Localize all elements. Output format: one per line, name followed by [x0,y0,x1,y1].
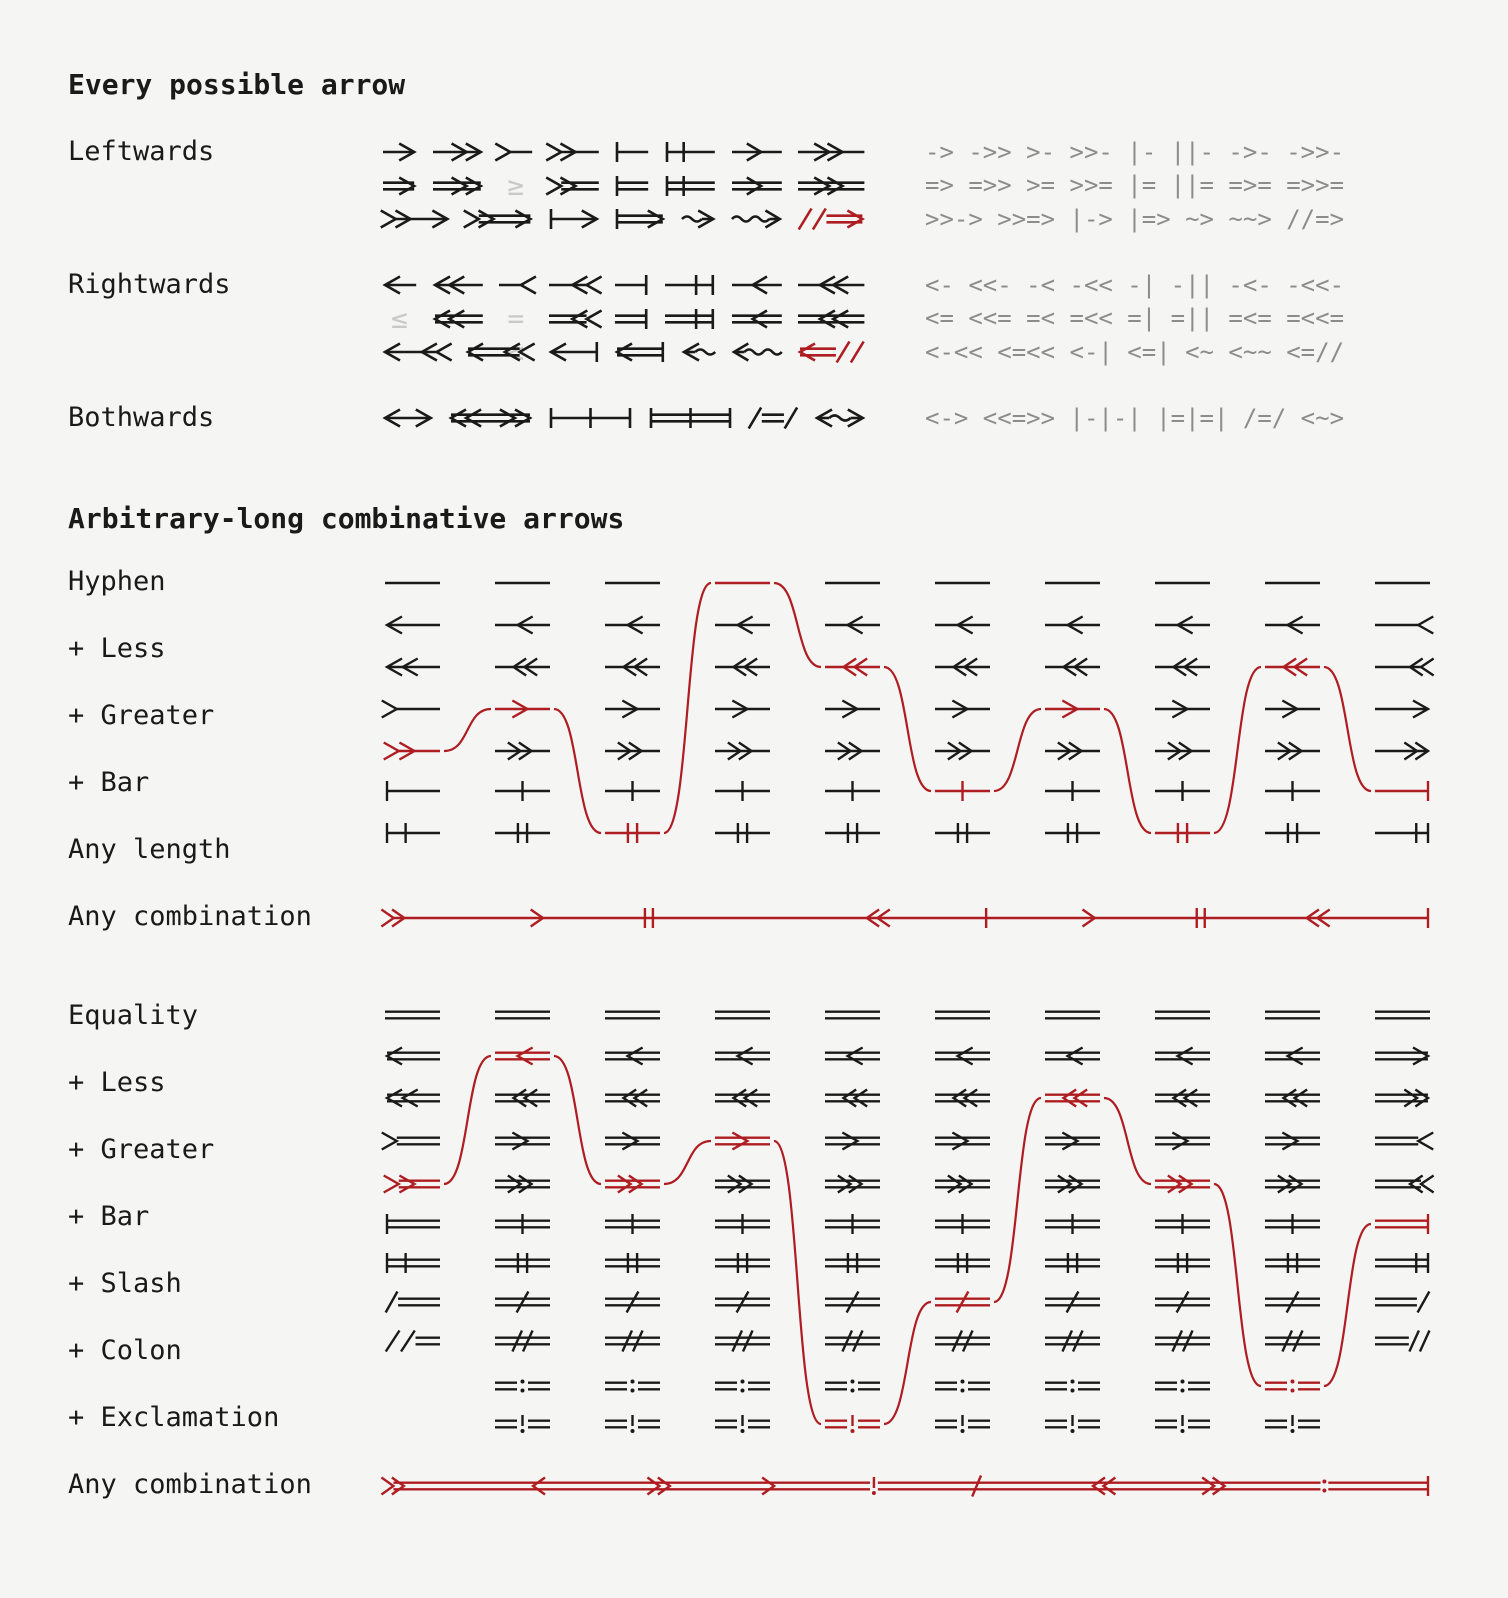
arrow-glyph [605,998,660,1032]
arrow-glyph [825,1246,880,1280]
arrow-glyph [1375,608,1430,642]
arrow-glyph-highlighted [715,566,770,600]
arrow-ligature [732,334,782,370]
arrow-glyph [1265,1167,1320,1201]
arrow-glyph [825,1081,880,1115]
arrow-glyph [385,1207,440,1241]
row-label-greater-a: + Greater [68,700,215,731]
arrow-glyph [1375,692,1430,726]
arrow-glyph [495,1285,550,1319]
arrow-glyph [1155,1081,1210,1115]
arrow-ligature [665,301,715,337]
arrow-glyph [1045,1324,1100,1358]
arrow-glyph [1265,734,1320,768]
arrow-ligature [682,201,715,237]
arrow-glyph-highlighted [385,734,440,768]
arrow-glyph [715,1407,770,1441]
arrow-glyph [1265,1124,1320,1158]
arrow-ligature [798,134,864,170]
row-label-bar-a: + Bar [68,767,150,798]
arrow-glyph [1375,1167,1430,1201]
arrow-ligature [732,301,782,337]
arrow-ligature [798,267,864,303]
arrow-glyph-highlighted [605,816,660,850]
row-label-less-a: + Less [68,633,166,664]
arrow-ligature [383,201,449,237]
arrow-ligature [665,134,715,170]
arrow-ligature [615,201,665,237]
group-label-bothwards: Bothwards [68,402,215,433]
arrow-glyph [385,692,440,726]
arrow-glyph [1045,1407,1100,1441]
any-combination-arrow [385,898,1430,938]
arrow-glyph [605,734,660,768]
arrow-glyph-highlighted [1375,1207,1430,1241]
arrow-glyph-highlighted [495,1039,550,1073]
arrow-glyph [825,998,880,1032]
arrow-glyph [1375,1246,1430,1280]
arrow-glyph [495,1207,550,1241]
arrow-glyph [935,1407,990,1441]
arrow-glyph [825,1124,880,1158]
arrow-glyph [1375,1124,1430,1158]
arrow-ligature [549,400,632,436]
arrow-glyph [935,1167,990,1201]
arrow-ligature [682,334,715,370]
arrow-ligature [665,267,715,303]
arrow-glyph [825,816,880,850]
group-label-rightwards: Rightwards [68,269,231,300]
arrow-ligature [383,134,416,170]
arrow-ligature [466,334,532,370]
arrow-glyph [495,1246,550,1280]
ascii-source-line: => =>> >= >>= |= ||= =>= =>>= [925,171,1345,199]
arrow-ligature [615,267,648,303]
arrow-glyph [385,1081,440,1115]
non-arrow-glyph-muted: ≤ [391,301,409,335]
arrow-glyph [385,1039,440,1073]
arrow-glyph [385,566,440,600]
arrow-glyph [495,566,550,600]
arrow-glyph [1375,650,1430,684]
arrow-glyph [825,1207,880,1241]
arrow-glyph [1045,774,1100,808]
arrow-glyph [495,1124,550,1158]
arrow-glyph [1045,1246,1100,1280]
arrow-ligature [732,168,782,204]
arrow-glyph [385,650,440,684]
arrow-glyph [825,566,880,600]
arrow-glyph [1265,774,1320,808]
arrow-glyph [1375,566,1430,600]
arrow-glyph [385,1324,440,1358]
arrow-glyph [1265,998,1320,1032]
arrow-glyph [495,1407,550,1441]
arrow-glyph [1265,1081,1320,1115]
arrow-glyph [1045,650,1100,684]
arrow-glyph-highlighted [825,650,880,684]
arrow-ligature [383,400,433,436]
arrow-glyph [1155,1246,1210,1280]
arrow-ligature [549,301,599,337]
arrow-glyph [715,1167,770,1201]
arrow-glyph [605,650,660,684]
row-label-colon: + Colon [68,1335,182,1366]
arrow-glyph [715,1081,770,1115]
arrow-glyph-highlighted [1375,774,1430,808]
arrow-glyph [935,1207,990,1241]
arrow-glyph [935,1081,990,1115]
arrow-glyph [605,566,660,600]
arrow-glyph [1155,734,1210,768]
ascii-source-line: >>-> >>=> |-> |=> ~> ~~> //=> [925,205,1345,233]
arrow-glyph [1155,692,1210,726]
arrow-ligature [649,400,732,436]
row-label-any-combination-b: Any combination [68,1469,312,1500]
row-label-any-length: Any length [68,834,231,865]
arrow-ligature [732,201,782,237]
row-label-exclamation: + Exclamation [68,1402,280,1433]
arrow-ligature [383,334,449,370]
arrow-glyph [495,1167,550,1201]
arrow-glyph [605,774,660,808]
arrow-glyph [1045,1207,1100,1241]
arrow-glyph [825,734,880,768]
arrow-ligature [433,267,483,303]
arrow-ligature [433,168,483,204]
arrow-glyph-highlighted [605,1167,660,1201]
arrow-glyph [605,692,660,726]
arrow-glyph [1045,1285,1100,1319]
arrow-glyph [1265,1039,1320,1073]
arrow-glyph [385,774,440,808]
arrow-ligature [383,267,416,303]
arrow-glyph [495,774,550,808]
arrow-glyph [605,608,660,642]
arrow-glyph [715,1369,770,1403]
arrow-glyph [1265,608,1320,642]
arrow-glyph [1155,1369,1210,1403]
arrow-ligature [615,334,665,370]
arrow-glyph [1155,1285,1210,1319]
arrow-glyph [935,566,990,600]
arrow-glyph-highlighted [935,774,990,808]
arrow-glyph [825,1324,880,1358]
arrow-ligature [798,301,864,337]
arrow-glyph-highlighted [495,692,550,726]
arrow-glyph [935,1324,990,1358]
arrow-glyph [825,1285,880,1319]
arrow-ligature [466,201,532,237]
arrow-glyph [385,608,440,642]
arrow-ligature [615,301,648,337]
arrow-glyph [1045,1167,1100,1201]
row-label-less-b: + Less [68,1067,166,1098]
arrow-glyph [385,816,440,850]
arrow-glyph [1045,734,1100,768]
arrow-glyph [1375,734,1430,768]
arrow-ligature [732,267,782,303]
arrow-glyph [715,998,770,1032]
arrow-glyph [605,1039,660,1073]
ascii-source-line: <-<< <=<< <-| <=| <~ <~~ <=// [925,338,1345,366]
arrow-ligature [549,334,599,370]
arrow-glyph-highlighted [1045,692,1100,726]
arrow-glyph-highlighted [385,1167,440,1201]
arrow-glyph [1265,566,1320,600]
arrow-glyph [1375,1039,1430,1073]
arrow-glyph [715,734,770,768]
arrow-glyph [935,650,990,684]
section1-title: Every possible arrow [68,68,406,101]
arrow-glyph [495,1081,550,1115]
arrow-ligature [549,168,599,204]
arrow-ligature [433,134,483,170]
arrow-glyph [1265,692,1320,726]
arrow-ligature [665,168,715,204]
arrow-glyph [935,1246,990,1280]
arrow-ligature-highlighted [798,201,864,237]
arrow-ligature-highlighted [798,334,864,370]
arrow-glyph [935,734,990,768]
arrow-glyph [715,1207,770,1241]
row-label-bar-b: + Bar [68,1201,150,1232]
arrow-glyph [935,1039,990,1073]
arrow-glyph [1375,998,1430,1032]
arrow-glyph [715,816,770,850]
arrow-glyph [1265,1285,1320,1319]
arrow-ligature [615,168,648,204]
non-arrow-glyph-muted: =< [507,301,525,369]
arrow-glyph [385,1285,440,1319]
section2-title: Arbitrary-long combinative arrows [68,502,625,535]
arrow-glyph [825,1167,880,1201]
arrow-glyph [1265,1407,1320,1441]
arrow-glyph [825,608,880,642]
row-label-slash: + Slash [68,1268,182,1299]
arrow-glyph [1155,1207,1210,1241]
arrow-glyph [715,774,770,808]
arrow-glyph [1265,1246,1320,1280]
arrow-glyph [605,1285,660,1319]
arrow-glyph [605,1369,660,1403]
arrow-glyph [825,774,880,808]
arrow-glyph [605,1207,660,1241]
arrow-glyph [495,650,550,684]
arrow-glyph [1155,1124,1210,1158]
arrow-glyph [1375,1081,1430,1115]
arrow-glyph [495,734,550,768]
arrow-glyph-highlighted [1265,1369,1320,1403]
ascii-source-line: <-> <<=>> |-|-| |=|=| /=/ <~> [925,404,1345,432]
arrow-glyph [825,692,880,726]
ascii-source-line: <= <<= =< =<< =| =|| =<= =<<= [925,304,1345,332]
arrow-ligature [499,267,532,303]
arrow-glyph [715,650,770,684]
arrow-ligature [433,301,483,337]
arrow-glyph-highlighted [1265,650,1320,684]
arrow-glyph [495,1324,550,1358]
arrow-glyph [1265,1207,1320,1241]
arrow-glyph [1155,774,1210,808]
arrow-glyph [1375,1285,1430,1319]
arrow-glyph [1155,608,1210,642]
arrow-glyph [935,1124,990,1158]
arrow-glyph [1155,1324,1210,1358]
arrow-glyph [495,1369,550,1403]
arrow-ligature [499,134,532,170]
row-label-greater-b: + Greater [68,1134,215,1165]
arrow-ligature [549,201,599,237]
arrow-glyph-highlighted [1045,1081,1100,1115]
arrow-ligature [549,134,599,170]
arrow-glyph [495,816,550,850]
arrow-glyph [825,1039,880,1073]
arrow-ligature [449,400,532,436]
arrow-glyph [1375,1324,1430,1358]
arrow-glyph-highlighted [825,1407,880,1441]
arrow-glyph [1045,816,1100,850]
non-arrow-glyph-muted: ≥ [507,168,525,202]
arrow-glyph [1045,566,1100,600]
arrow-glyph [1265,1324,1320,1358]
arrow-glyph [715,1039,770,1073]
arrow-glyph [1375,816,1430,850]
arrow-glyph [1155,1407,1210,1441]
arrow-glyph [935,816,990,850]
arrow-ligature [383,168,416,204]
arrow-glyph [825,1369,880,1403]
arrow-glyph [715,692,770,726]
arrow-glyph [1265,816,1320,850]
row-label-equality: Equality [68,1000,199,1031]
row-label-hyphen: Hyphen [68,566,166,597]
arrow-glyph [935,1369,990,1403]
arrow-glyph [1045,998,1100,1032]
arrow-glyph [1045,1369,1100,1403]
arrow-glyph-highlighted [1155,1167,1210,1201]
arrow-ligature [798,168,864,204]
arrow-glyph-highlighted [1155,816,1210,850]
arrow-glyph [935,692,990,726]
arrow-glyph [1155,998,1210,1032]
arrow-ligature [615,134,648,170]
row-label-any-combination-a: Any combination [68,901,312,932]
arrow-glyph [605,1246,660,1280]
arrow-glyph [385,998,440,1032]
ascii-source-line: <- <<- -< -<< -| -|| -<- -<<- [925,271,1345,299]
arrow-glyph [605,1407,660,1441]
group-label-leftwards: Leftwards [68,136,215,167]
arrow-glyph [715,608,770,642]
arrow-glyph [1045,1124,1100,1158]
arrow-glyph [715,1246,770,1280]
arrow-glyph [495,998,550,1032]
arrow-ligature [732,134,782,170]
arrow-glyph [935,608,990,642]
arrow-glyph [1155,650,1210,684]
arrow-glyph [385,1246,440,1280]
ascii-source-line: -> ->> >- >>- |- ||- ->- ->>- [925,138,1345,166]
arrow-glyph [385,1124,440,1158]
any-combination-arrow [385,1466,1430,1506]
arrow-glyph [1155,1039,1210,1073]
arrow-glyph [495,608,550,642]
arrow-glyph [715,1324,770,1358]
arrow-glyph [1155,566,1210,600]
arrow-glyph [605,1081,660,1115]
arrow-ligature [549,267,599,303]
arrow-glyph [605,1324,660,1358]
arrow-glyph-highlighted [935,1285,990,1319]
arrow-ligature [748,400,798,436]
arrow-glyph [1045,1039,1100,1073]
arrow-glyph [605,1124,660,1158]
arrow-ligature [815,400,865,436]
arrow-glyph [1045,608,1100,642]
arrow-glyph-highlighted [715,1124,770,1158]
arrow-glyph [715,1285,770,1319]
arrow-glyph [935,998,990,1032]
